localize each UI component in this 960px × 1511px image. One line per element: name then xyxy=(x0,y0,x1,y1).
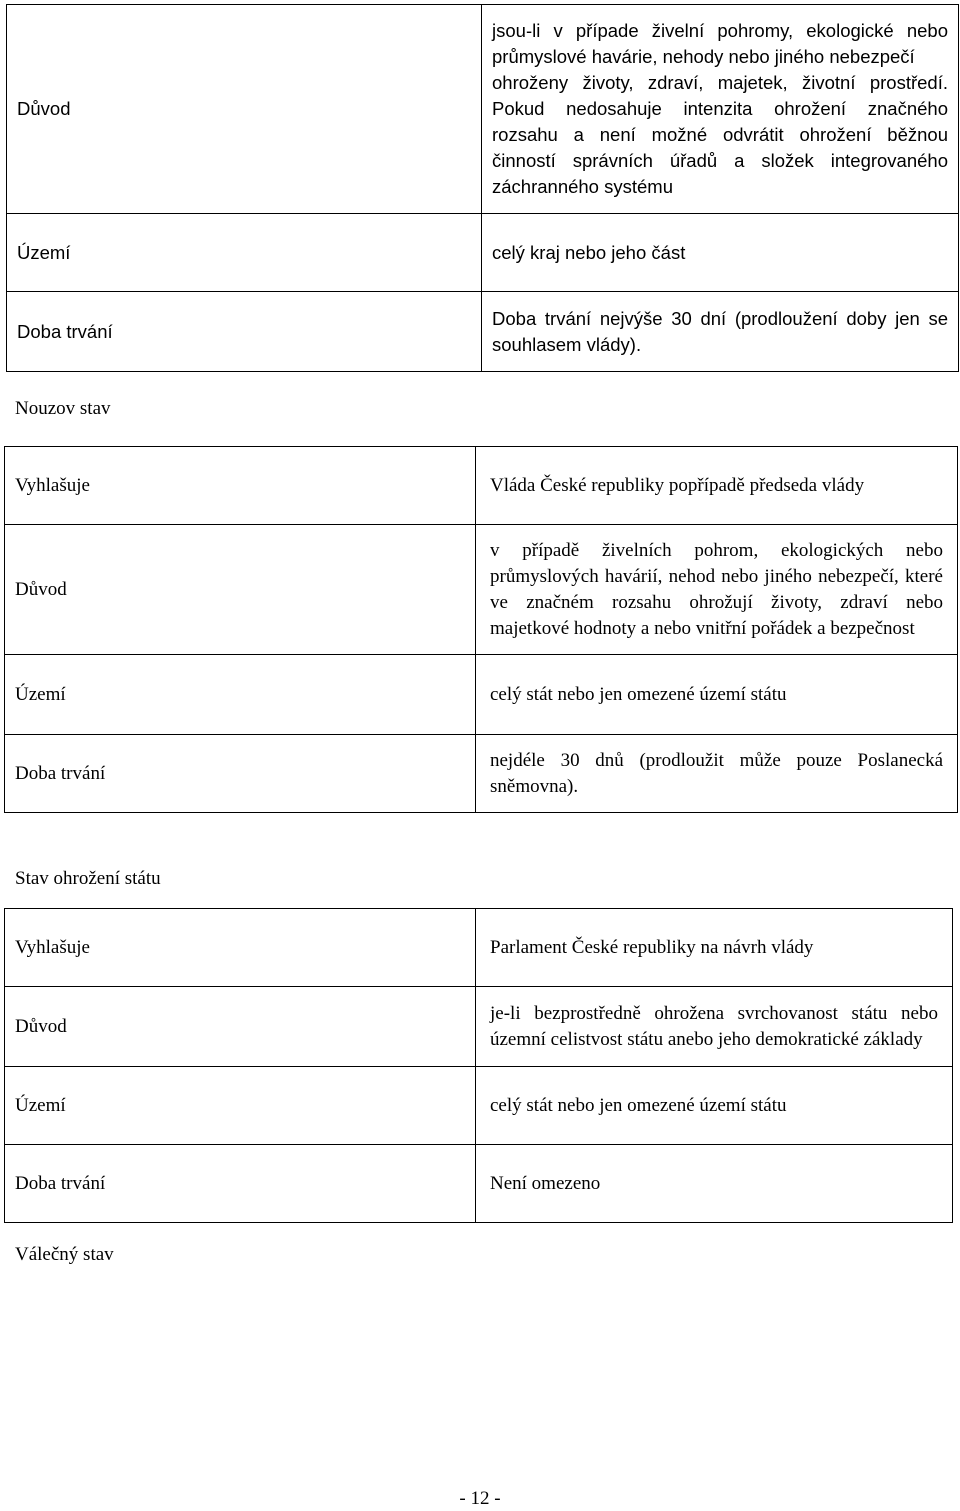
row-key-doba-trvani: Doba trvání xyxy=(7,292,482,372)
row-key-uzemi: Území xyxy=(5,655,476,735)
table-row xyxy=(7,292,959,372)
value-line-2: ohroženy životy, zdraví, majetek, životní prostředí. Pokud nedosahuje intenzita ohrožení značného rozsahu a není možné odvrátit ohrožení běžnou činností správních úřadů a složek integrovaného záchranného systému xyxy=(492,72,948,197)
table-nouzovy-stav xyxy=(4,446,958,813)
table-row xyxy=(7,5,959,214)
row-key-uzemi: Území xyxy=(7,214,482,292)
row-value-uzemi: celý kraj nebo jeho část xyxy=(482,214,959,292)
row-value-vyhlasuje: Parlament České republiky na návrh vlády xyxy=(476,909,953,987)
table-krizovy-stav xyxy=(6,4,959,372)
table-row xyxy=(5,735,958,813)
row-key-doba-trvani: Doba trvání xyxy=(5,735,476,813)
row-key-vyhlasuje: Vyhlašuje xyxy=(5,447,476,525)
table-row xyxy=(5,909,953,987)
page-number: - 12 - xyxy=(459,1488,501,1509)
section-title-valecny-stav: Válečný stav xyxy=(15,1244,114,1265)
row-value-vyhlasuje: Vláda České republiky popřípadě předseda vlády xyxy=(476,447,958,525)
row-value-duvod xyxy=(482,5,959,214)
row-value-duvod: je-li bezprostředně ohrožena svrchovanost státu nebo územní celistvost státu anebo jeho demokratické základy xyxy=(476,987,953,1067)
row-key-duvod: Důvod xyxy=(7,5,482,214)
section-title-nouzovy-stav: Nouzov stav xyxy=(15,398,111,419)
row-value-doba-trvani: Není omezeno xyxy=(476,1145,953,1223)
value-line-1: jsou-li v případe živelní pohromy, ekologické nebo průmyslové havárie, nehody nebo jiného nebezpečí xyxy=(492,20,948,67)
row-value-uzemi: celý stát nebo jen omezené území státu xyxy=(476,1067,953,1145)
table-row xyxy=(5,525,958,655)
row-key-uzemi: Území xyxy=(5,1067,476,1145)
table-row xyxy=(5,655,958,735)
row-value-doba-trvani: nejdéle 30 dnů (prodloužit může pouze Poslanecká sněmovna). xyxy=(476,735,958,813)
row-value-uzemi: celý stát nebo jen omezené území státu xyxy=(476,655,958,735)
table-row xyxy=(7,214,959,292)
row-key-doba-trvani: Doba trvání xyxy=(5,1145,476,1223)
table-row xyxy=(5,987,953,1067)
table-row xyxy=(5,1067,953,1145)
row-value-duvod: v případě živelních pohrom, ekologických nebo průmyslových havárií, nehod nebo jiného nebezpečí, které ve značném rozsahu ohrožují životy, zdraví nebo majetkové hodnoty a nebo vnitřní pořádek a bezpečnost xyxy=(476,525,958,655)
table-row xyxy=(5,1145,953,1223)
table-stav-ohrozeni-statu xyxy=(4,908,953,1223)
row-key-duvod: Důvod xyxy=(5,525,476,655)
row-key-duvod: Důvod xyxy=(5,987,476,1067)
row-value-doba-trvani: Doba trvání nejvýše 30 dní (prodloužení doby jen se souhlasem vlády). xyxy=(482,292,959,372)
section-title-stav-ohrozeni-statu: Stav ohrožení státu xyxy=(15,868,161,889)
table-row xyxy=(5,447,958,525)
row-key-vyhlasuje: Vyhlašuje xyxy=(5,909,476,987)
